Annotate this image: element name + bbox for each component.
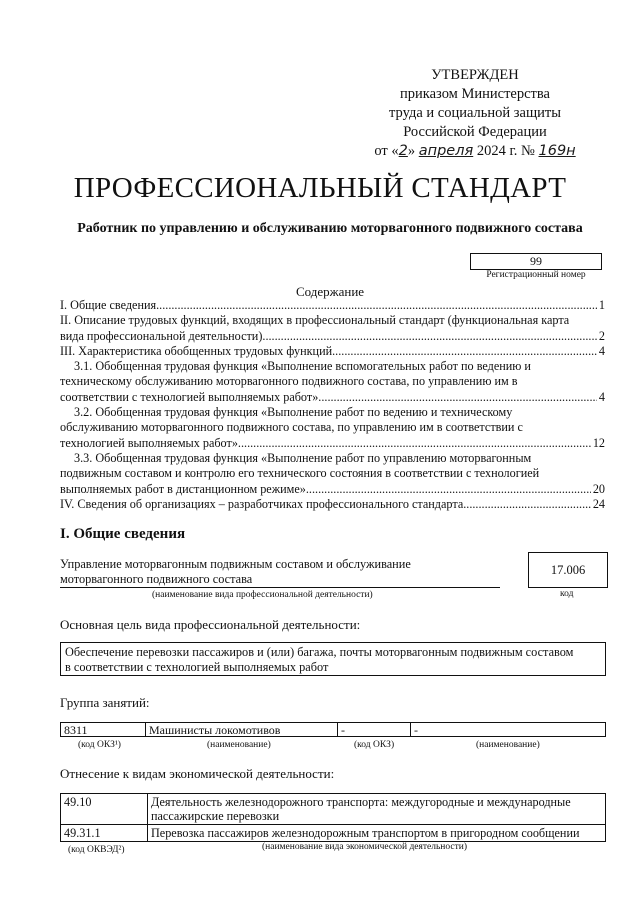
approval-line: Российской Федерации	[403, 124, 547, 140]
goal-label: Основная цель вида профессиональной деятельности:	[60, 617, 361, 632]
okz-code: 8311	[60, 722, 146, 737]
handwritten-month: апреля	[418, 143, 474, 159]
table-row	[61, 825, 606, 842]
group-caption: (код ОКЗ¹)	[78, 740, 121, 750]
document-subtitle: Работник по управлению и обслуживанию моторвагонного подвижного состава	[77, 221, 583, 236]
group-label: Группа занятий:	[60, 695, 150, 710]
registration-number-box: 99	[470, 253, 602, 270]
toc-item-2[interactable]: II. Описание трудовых функций, входящих в профессиональный стандарт (функциональная карта	[60, 313, 570, 328]
table-of-contents: I. Общие сведения ..... 1 II. Описание трудовых функций, входящих в профессиональный стандарт (функциональная карта вида профессиональной деятельности) ..... 2 III. Характеристика обобщенных трудовых функций ..... 4 3.1. Обобщенная трудовая функция «Выполнение вспомогательных работ по ведению и техническому обслуживанию моторвагонного подвижного состава, по управлению им в соответствии с технологией выполняемых работ» ..... 4 3.2. Обобщенная трудовая функция «Выполнение работ по ведению и техническому обслуживанию моторвагонного подвижного состава, по управлению им в соответствии с технологией выполняемых работ» ..... 12 3.3. Обобщенная трудовая функция «Выполнение работ по управлению моторвагонным подвижным составом и контролю его технического состояния в соответствии с технологией выполняемых работ в дистанционном режиме» ..... 20 IV. Сведения об организациях – разработчиках профессионального стандарта ..... 24	[60, 298, 605, 512]
group-caption: (код ОКЗ)	[354, 740, 395, 750]
goal-box: Обеспечение перевозки пассажиров и (или) багажа, почты моторвагонным подвижным составом в соответствии с технологией выполняемых работ	[60, 642, 606, 676]
table-row	[61, 794, 606, 825]
activity-code: 17.006	[528, 552, 608, 588]
approval-date-line: от «2» апреля 2024 г. № 169н	[374, 143, 576, 159]
activity-name: Управление моторвагонным подвижным составом и обслуживание моторвагонного подвижного состава	[60, 557, 500, 588]
document-title: ПРОФЕССИОНАЛЬНЫЙ СТАНДАРТ	[73, 172, 567, 204]
toc-item-3-2[interactable]: 3.2. Обобщенная трудовая функция «Выполнение работ по ведению и техническому	[74, 405, 513, 420]
group-caption: (наименование)	[207, 740, 271, 750]
okved-name: Деятельность железнодорожного транспорта: междугородные и международные пассажирские перевозки	[148, 794, 606, 825]
okved-label: Отнесение к видам экономической деятельности:	[60, 766, 335, 781]
group-caption: (наименование)	[476, 740, 540, 750]
okved-name: Перевозка пассажиров железнодорожным транспортом в пригородном сообщении	[148, 825, 606, 842]
occupation-name: -	[410, 722, 606, 737]
okved-code: 49.10	[61, 794, 148, 825]
okved-code: 49.31.1	[61, 825, 148, 842]
registration-number-label: Регистрационный номер	[486, 270, 586, 280]
group-row	[60, 722, 606, 737]
toc-title: Содержание	[295, 284, 365, 299]
toc-item-3-1[interactable]: 3.1. Обобщенная трудовая функция «Выполнение вспомогательных работ по ведению и	[74, 359, 531, 374]
handwritten-number: 169н	[538, 143, 576, 159]
occupation-name: Машинисты локомотивов	[145, 722, 338, 737]
toc-item-3-3[interactable]: 3.3. Обобщенная трудовая функция «Выполнение работ по управлению моторвагонным	[74, 450, 532, 465]
approval-title: УТВЕРЖДЕН	[431, 67, 519, 83]
handwritten-day: 2	[398, 143, 408, 159]
approval-block	[330, 66, 620, 161]
toc-item-4[interactable]: IV. Сведения об организациях – разработчиках профессионального стандарта ..... 24	[60, 497, 605, 512]
okved-caption: (код ОКВЭД²)	[68, 845, 125, 855]
approval-line: приказом Министерства	[400, 86, 550, 102]
section-heading: I. Общие сведения	[60, 526, 186, 542]
toc-item-1[interactable]: I. Общие сведения ..... 1	[60, 298, 605, 313]
okz-code: -	[337, 722, 411, 737]
toc-item-3[interactable]: III. Характеристика обобщенных трудовых функций ..... 4	[60, 344, 605, 359]
code-caption: код	[560, 589, 574, 599]
okved-table	[60, 793, 606, 842]
activity-caption: (наименование вида профессиональной деятельности)	[152, 590, 373, 600]
okved-caption: (наименование вида экономической деятельности)	[262, 842, 467, 852]
approval-line: труда и социальной защиты	[389, 105, 561, 121]
